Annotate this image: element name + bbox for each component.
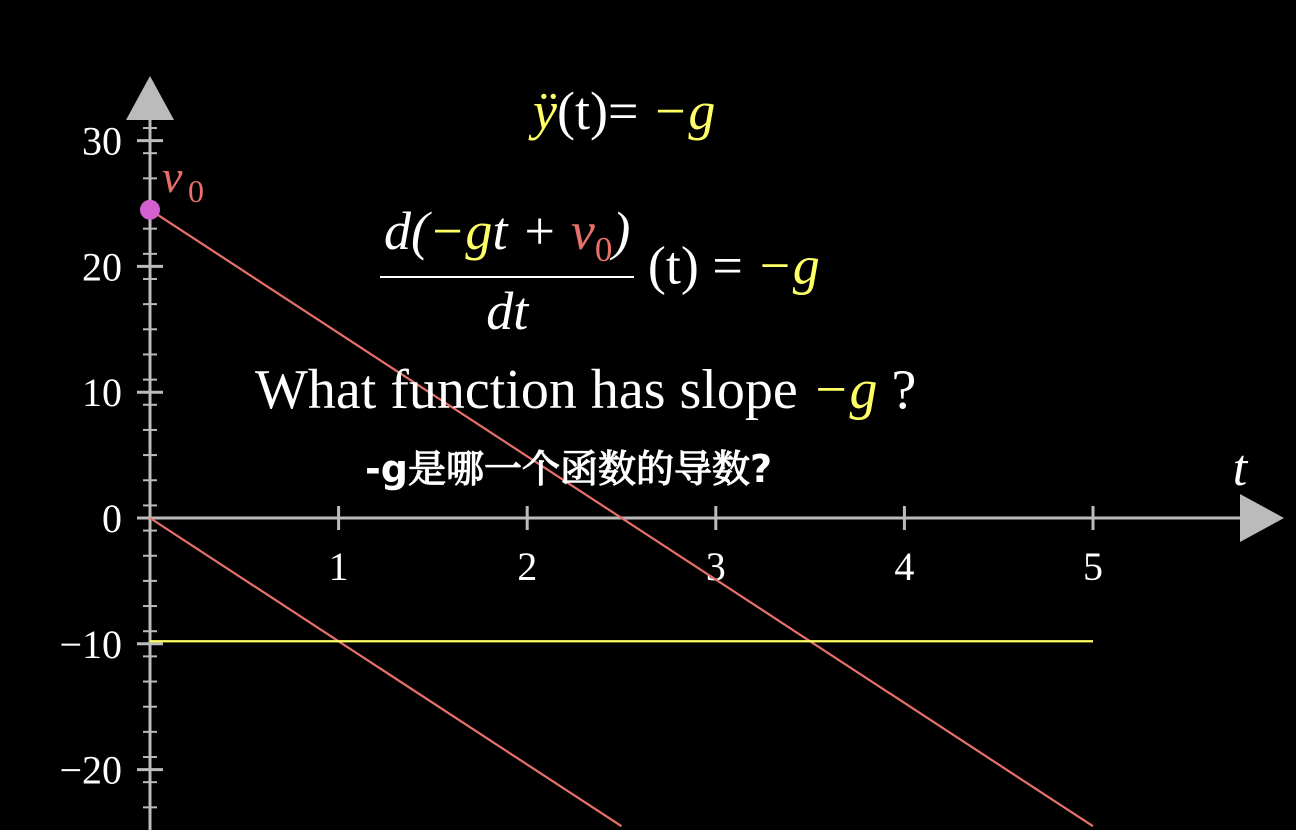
equation-acceleration [533,80,715,142]
eq1-rhs: −g [651,81,716,141]
y-tick-label: 10 [82,370,122,416]
num-v0 [570,201,613,269]
eq1-equals: = [607,81,639,141]
eq2-after: (t) = [647,235,743,296]
num-t: t + [492,201,558,261]
question-prefix: What function has slope [255,359,812,421]
num-neg-g: −g [428,201,493,261]
fraction-denominator: dt [486,280,529,341]
y-tick-label: 20 [82,244,122,290]
x-tick-label: 4 [894,544,915,589]
y-tick-label: −20 [59,747,122,793]
derivative-fraction [380,200,634,342]
v0-point [140,200,160,220]
equation-derivative [380,200,820,342]
question-symbol: −g [811,359,878,421]
y-tick-label: 0 [102,496,122,541]
num-v0-base: v [570,201,595,261]
question-text [255,358,916,422]
y-axis-arrow [126,76,174,120]
eq1-paren: (t) [556,81,608,141]
v0-point-label: v [162,151,183,202]
num-d: d( [384,201,429,261]
question-suffix: ? [877,359,917,421]
x-tick-label: 5 [1083,544,1103,589]
num-v0-sub: 0 [594,229,613,269]
x-tick-label: 1 [328,544,349,589]
fraction-numerator [380,200,634,276]
y-tick-label: 30 [82,118,122,164]
y-tick-label: −10 [59,621,122,667]
x-tick-label: 3 [705,544,726,589]
series-line-1 [150,518,622,826]
eq2-rhs: −g [756,235,820,296]
x-axis-arrow [1240,494,1284,542]
subtitle-caption: -g是哪一个函数的导数? [365,447,773,491]
v0-point-label-sub: 0 [188,173,204,209]
num-close: ) [612,201,631,261]
x-tick-label: 2 [517,544,538,589]
x-axis-label: t [1232,440,1248,497]
eq1-lhs: ÿ [533,81,557,141]
